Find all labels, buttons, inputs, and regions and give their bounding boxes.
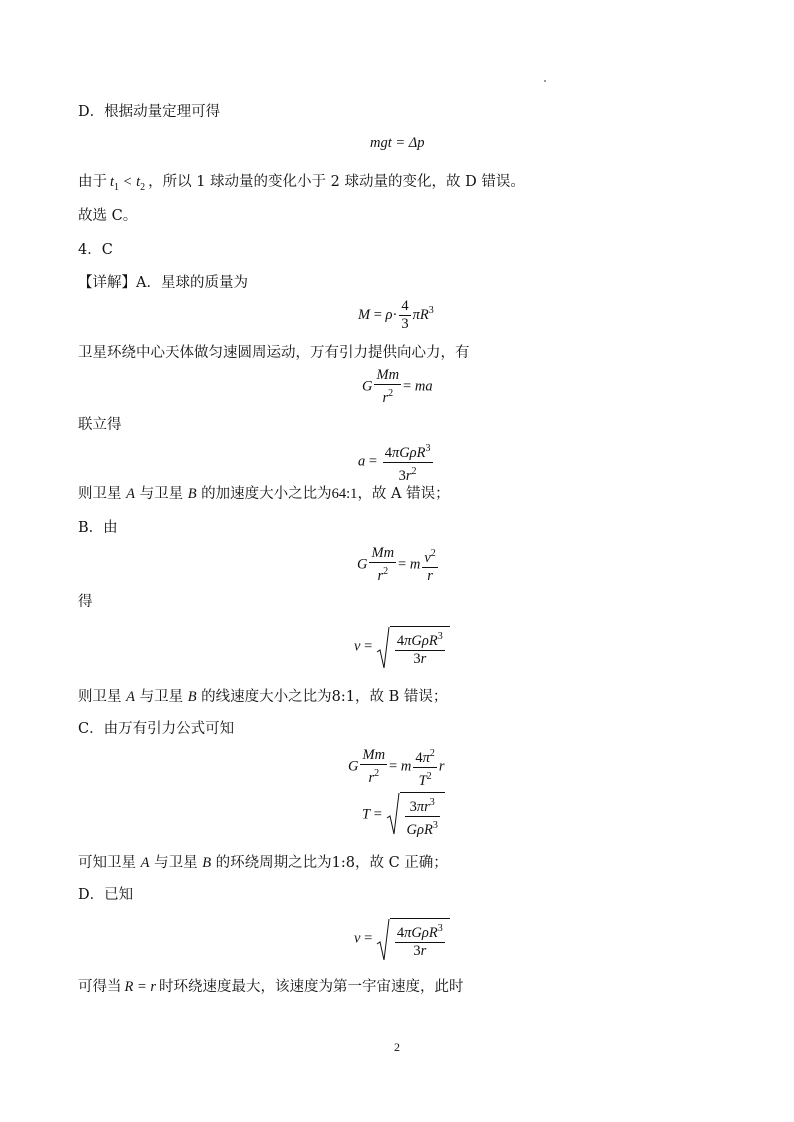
line-c-label: C．由万有引力公式可知	[78, 721, 235, 737]
line-de: 得	[78, 594, 93, 610]
line-final: 可得当 R = r 时环绕速度最大，该速度为第一宇宙速度，此时	[78, 979, 464, 995]
line-d2-label: D．已知	[78, 887, 134, 903]
line-satellite-text: 卫星环绕中心天体做匀速圆周运动，万有引力提供向心力，有	[78, 345, 470, 361]
eq-mass: M = ρ· $\frac{4}{3}$ $\pi R^3$	[358, 298, 434, 332]
line-b-label: B．由	[78, 520, 118, 536]
line-choose: 故选 C。	[78, 208, 138, 224]
line-combine: 联立得	[78, 417, 122, 433]
eq-gravity-centripetal: G $\frac{Mm}{r^2}$ = m $\frac{v^2}{r}$	[357, 545, 436, 584]
line-detail-a: 【详解】A．星球的质量为	[78, 275, 248, 291]
line-c-result: 可知卫星 A 与卫星 B 的环绕周期之比为1:8，故 C 正确；	[78, 855, 448, 871]
eq-momentum: mgt = Δp	[370, 135, 425, 151]
line-d-result: 由于 $t_1 < t_2$ ，所以 1 球动量的变化小于 2 球动量的变化，故 D 错误。	[78, 174, 525, 193]
eq-gravity-ma: G $\frac{Mm}{r^2}$ = ma	[362, 367, 433, 406]
line-b-result: 则卫星 A 与卫星 B 的线速度大小之比为8:1，故 B 错误；	[78, 689, 448, 705]
line-d-label: D．根据动量定理可得	[78, 104, 221, 120]
eq-gravity-period: G $\frac{Mm}{r^2}$ = m $\frac{4\pi^2}{T^2}$ r	[348, 745, 445, 790]
eq-velocity-2: v = $\frac{4\pi G\rho R^3}{3r}$	[354, 918, 450, 960]
page-number: 2	[394, 1040, 400, 1054]
line-a-result: 则卫星 A 与卫星 B 的加速度大小之比为64:1，故 A 错误；	[78, 486, 450, 502]
eq-velocity: v = $\frac{4\pi G\rho R^3}{3r}$	[354, 626, 450, 668]
eq-period: T = $\frac{3\pi r^3}{G\rho R^3}$	[362, 792, 445, 839]
stray-dot	[544, 80, 546, 82]
line-q4: 4．C	[78, 242, 113, 258]
eq-acceleration: a = $\frac{4\pi G\rho R^3}{3r^2}$	[358, 440, 435, 485]
